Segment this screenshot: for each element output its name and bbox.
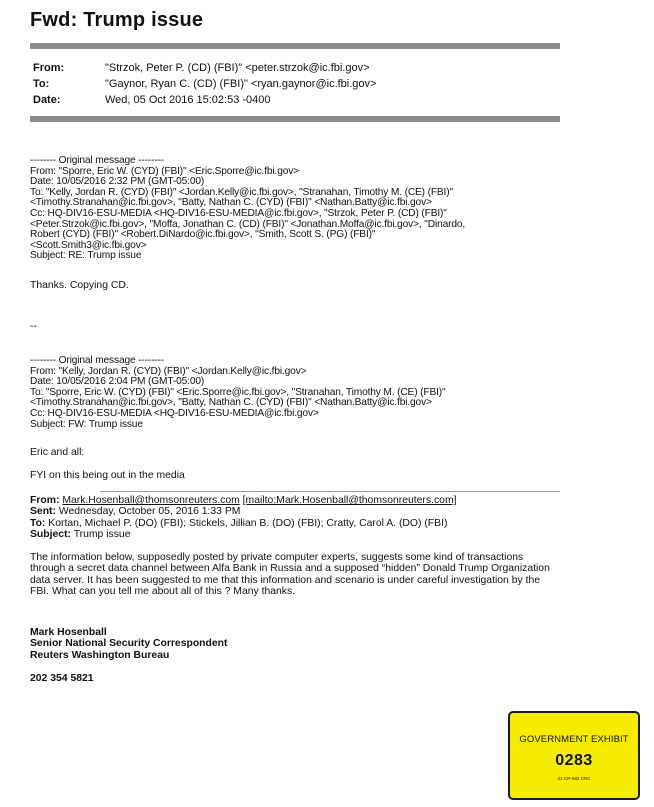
header-date-row xyxy=(33,92,376,108)
forwarded-from-email-link[interactable]: Mark.Hosenball@thomsonreuters.com xyxy=(62,495,240,506)
signature-org: Reuters Washington Bureau xyxy=(30,649,170,661)
date-label: Date: xyxy=(33,94,61,106)
header-top-rule xyxy=(30,43,560,49)
exhibit-case-number: 21-CR-582 CRC xyxy=(557,776,591,781)
email-subject-title: Fwd: Trump issue xyxy=(30,9,204,31)
exhibit-number: 0283 xyxy=(555,752,593,769)
forwarded-sent-label: Sent: xyxy=(30,506,56,518)
forwarded-subject-value: Trump issue xyxy=(73,528,131,540)
original-message-2-fyi: FYI on this being out in the media xyxy=(30,470,185,481)
forwarded-to-label: To: xyxy=(30,517,46,529)
exhibit-title: GOVERNMENT EXHIBIT xyxy=(519,734,629,745)
forwarded-sent-row xyxy=(30,506,457,517)
date-value: Wed, 05 Oct 2016 15:02:53 -0400 xyxy=(105,94,271,106)
to-value: "Gaynor, Ryan C. (CD) (FBI)" <ryan.gaynor@ic.fbi.gov> xyxy=(105,78,377,90)
forwarded-to-row xyxy=(30,518,457,529)
forwarded-subject-row xyxy=(30,529,457,540)
header-to-row xyxy=(33,76,376,92)
header-from-row xyxy=(33,60,376,76)
header-bottom-rule xyxy=(30,116,560,122)
government-exhibit-sticker xyxy=(508,711,640,800)
original-message-1-body: Thanks. Copying CD. xyxy=(30,280,129,291)
forwarded-subject-label: Subject: xyxy=(30,528,71,540)
forwarded-separator-rule xyxy=(100,491,560,492)
forwarded-to-value: Kortan, Michael P. (DO) (FBI); Stickels, Jillian B. (DO) (FBI); Cratty, Carol A. (DO) (FBI) xyxy=(48,517,448,529)
original-message-2-header: -------- Original message -------- From: "Kelly, Jordan R. (CYD) (FBI)" <Jordan.Kelly@ic.fbi.gov> Date: 10/05/2016 2:04 PM (GMT-05:00) To: "Sporre, Eric W. (CYD) (FBI)" <Eric.Sporre@ic.fbi.gov>, "Stranahan, Timothy M. (CE) (FBI)" <Timothy.Stranahan@ic.fbi.gov>, "Batty, Nathan C. (CYD) (FBI)" <Nathan.Batty@ic.fbi.gov> Cc: HQ-DIV16-ESU-MEDIA <HQ-DIV16-ESU-MEDIA@ic.fbi.gov> Subject: FW: Trump issue xyxy=(30,355,446,430)
email-header xyxy=(33,60,376,108)
original-message-2-greeting: Eric and all: xyxy=(30,447,85,458)
forwarded-from-mailto-link[interactable]: [mailto:Mark.Hosenball@thomsonreuters.com] xyxy=(242,495,457,506)
from-value: "Strzok, Peter P. (CD) (FBI)" <peter.strzok@ic.fbi.gov> xyxy=(105,62,370,74)
signature-title: Senior National Security Correspondent xyxy=(30,638,228,650)
forwarded-from-label: From: xyxy=(30,495,60,506)
forwarded-from-row xyxy=(30,495,457,506)
to-label: To: xyxy=(33,78,50,90)
signature-block xyxy=(30,627,227,685)
signature-name: Mark Hosenball xyxy=(30,627,107,638)
original-message-1-header: -------- Original message -------- From: "Sporre, Eric W. (CYD) (FBI)" <Eric.Sporre@ic.fbi.gov> Date: 10/05/2016 2:32 PM (GMT-05:00) To: "Kelly, Jordan R. (CYD) (FBI)" <Jordan.Kelly@ic.fbi.gov>, "Stranahan, Timothy M. (CE) (FBI)" <Timothy.Stranahan@ic.fbi.gov>, "Batty, Nathan C. (CYD) (FBI)" <Nathan.Batty@ic.fbi.gov> Cc: HQ-DIV16-ESU-MEDIA <HQ-DIV16-ESU-MEDIA@ic.fbi.gov>, "Strzok, Peter P. (CD) (FBI)" <Peter.Strzok@ic.fbi.gov>, "Moffa, Jonathan C. (CD) (FBI)" <Jonathan.Moffa@ic.fbi.gov>, "Dinardo, Robert (CYD) (FBI)" <Robert.DiNardo@ic.fbi.gov>, "Smith, Scott S. (PG) (FBI)" <Scott.Smith3@ic.fbi.gov> Subject: RE: Trump issue xyxy=(30,155,466,262)
signature-phone: 202 354 5821 xyxy=(30,673,94,685)
from-label: From: xyxy=(33,62,65,74)
forwarded-body: The information below, supposedly posted by private computer experts, suggests some kind of transactions through a secret data channel between Alfa Bank in Russia and a supposed “hidden” Donald Trump Organization data server. It has been suggested to me that this information and scenario is under careful investigation by the FBI. What can you tell me about all of this ? Many thanks. xyxy=(30,552,550,598)
forwarded-header xyxy=(30,495,457,540)
signature-separator: -- xyxy=(30,321,37,332)
forwarded-sent-value: Wednesday, October 05, 2016 1:33 PM xyxy=(58,506,241,518)
